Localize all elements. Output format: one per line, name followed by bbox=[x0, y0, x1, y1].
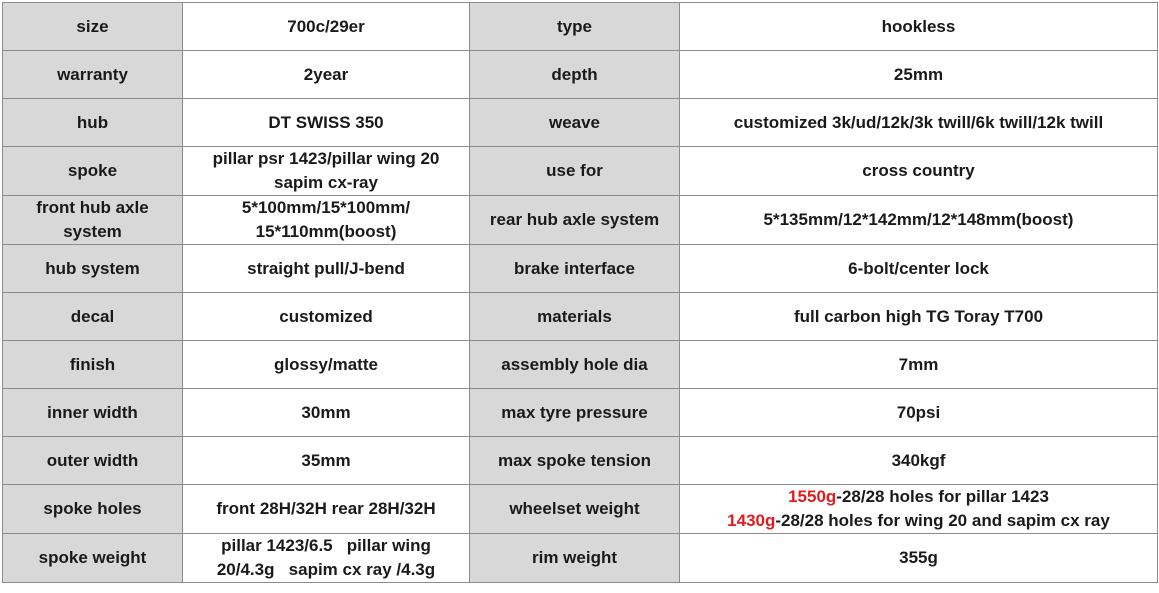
spec-label: finish bbox=[3, 341, 183, 389]
table-row bbox=[3, 196, 1158, 245]
table-row bbox=[3, 485, 1158, 534]
spec-value: customized 3k/ud/12k/3k twill/6k twill/12k twill bbox=[680, 99, 1158, 147]
spec-value: 340kgf bbox=[680, 437, 1158, 485]
spec-label: spoke weight bbox=[3, 534, 183, 583]
spec-value: straight pull/J-bend bbox=[183, 245, 470, 293]
spec-label: front hub axle system bbox=[3, 196, 183, 245]
spec-value: 25mm bbox=[680, 51, 1158, 99]
spec-label: warranty bbox=[3, 51, 183, 99]
spec-value: 700c/29er bbox=[183, 3, 470, 51]
spec-label: rear hub axle system bbox=[470, 196, 680, 245]
spec-value: full carbon high TG Toray T700 bbox=[680, 293, 1158, 341]
spec-value: cross country bbox=[680, 147, 1158, 196]
spec-value: glossy/matte bbox=[183, 341, 470, 389]
spec-value: 35mm bbox=[183, 437, 470, 485]
table-row bbox=[3, 534, 1158, 583]
spec-label: hub system bbox=[3, 245, 183, 293]
spec-label: outer width bbox=[3, 437, 183, 485]
weight-highlight: 1550g bbox=[788, 487, 837, 506]
spec-value: 70psi bbox=[680, 389, 1158, 437]
spec-label: wheelset weight bbox=[470, 485, 680, 534]
spec-label: inner width bbox=[3, 389, 183, 437]
spec-value: DT SWISS 350 bbox=[183, 99, 470, 147]
table-row bbox=[3, 389, 1158, 437]
spec-value: pillar psr 1423/pillar wing 20 sapim cx-ray bbox=[183, 147, 470, 196]
spec-value: 5*100mm/15*100mm/ 15*110mm(boost) bbox=[183, 196, 470, 245]
spec-label: rim weight bbox=[470, 534, 680, 583]
table-row bbox=[3, 51, 1158, 99]
spec-label: materials bbox=[470, 293, 680, 341]
spec-label: depth bbox=[470, 51, 680, 99]
spec-value: 355g bbox=[680, 534, 1158, 583]
table-row bbox=[3, 99, 1158, 147]
spec-label: size bbox=[3, 3, 183, 51]
spec-value: 2year bbox=[183, 51, 470, 99]
spec-label: max tyre pressure bbox=[470, 389, 680, 437]
spec-value: front 28H/32H rear 28H/32H bbox=[183, 485, 470, 534]
spec-value: customized bbox=[183, 293, 470, 341]
spec-label: spoke bbox=[3, 147, 183, 196]
spec-label: spoke holes bbox=[3, 485, 183, 534]
spec-value: 5*135mm/12*142mm/12*148mm(boost) bbox=[680, 196, 1158, 245]
table-row bbox=[3, 3, 1158, 51]
spec-label: use for bbox=[470, 147, 680, 196]
table-row bbox=[3, 147, 1158, 196]
spec-label: max spoke tension bbox=[470, 437, 680, 485]
spec-value: 30mm bbox=[183, 389, 470, 437]
table-row bbox=[3, 293, 1158, 341]
spec-table bbox=[2, 2, 1158, 583]
spec-value: 7mm bbox=[680, 341, 1158, 389]
spec-value: pillar 1423/6.5 pillar wing 20/4.3g sapim cx ray /4.3g bbox=[183, 534, 470, 583]
spec-label: hub bbox=[3, 99, 183, 147]
spec-label: assembly hole dia bbox=[470, 341, 680, 389]
table-row bbox=[3, 437, 1158, 485]
table-row bbox=[3, 341, 1158, 389]
spec-label: brake interface bbox=[470, 245, 680, 293]
spec-label: type bbox=[470, 3, 680, 51]
spec-value: hookless bbox=[680, 3, 1158, 51]
spec-value: 6-bolt/center lock bbox=[680, 245, 1158, 293]
wheelset-weight-value: 1550g-28/28 holes for pillar 1423 1430g-28/28 holes for wing 20 and sapim cx ray bbox=[680, 485, 1158, 534]
weight-highlight: 1430g bbox=[727, 511, 776, 530]
spec-label: weave bbox=[470, 99, 680, 147]
spec-label: decal bbox=[3, 293, 183, 341]
table-row bbox=[3, 245, 1158, 293]
